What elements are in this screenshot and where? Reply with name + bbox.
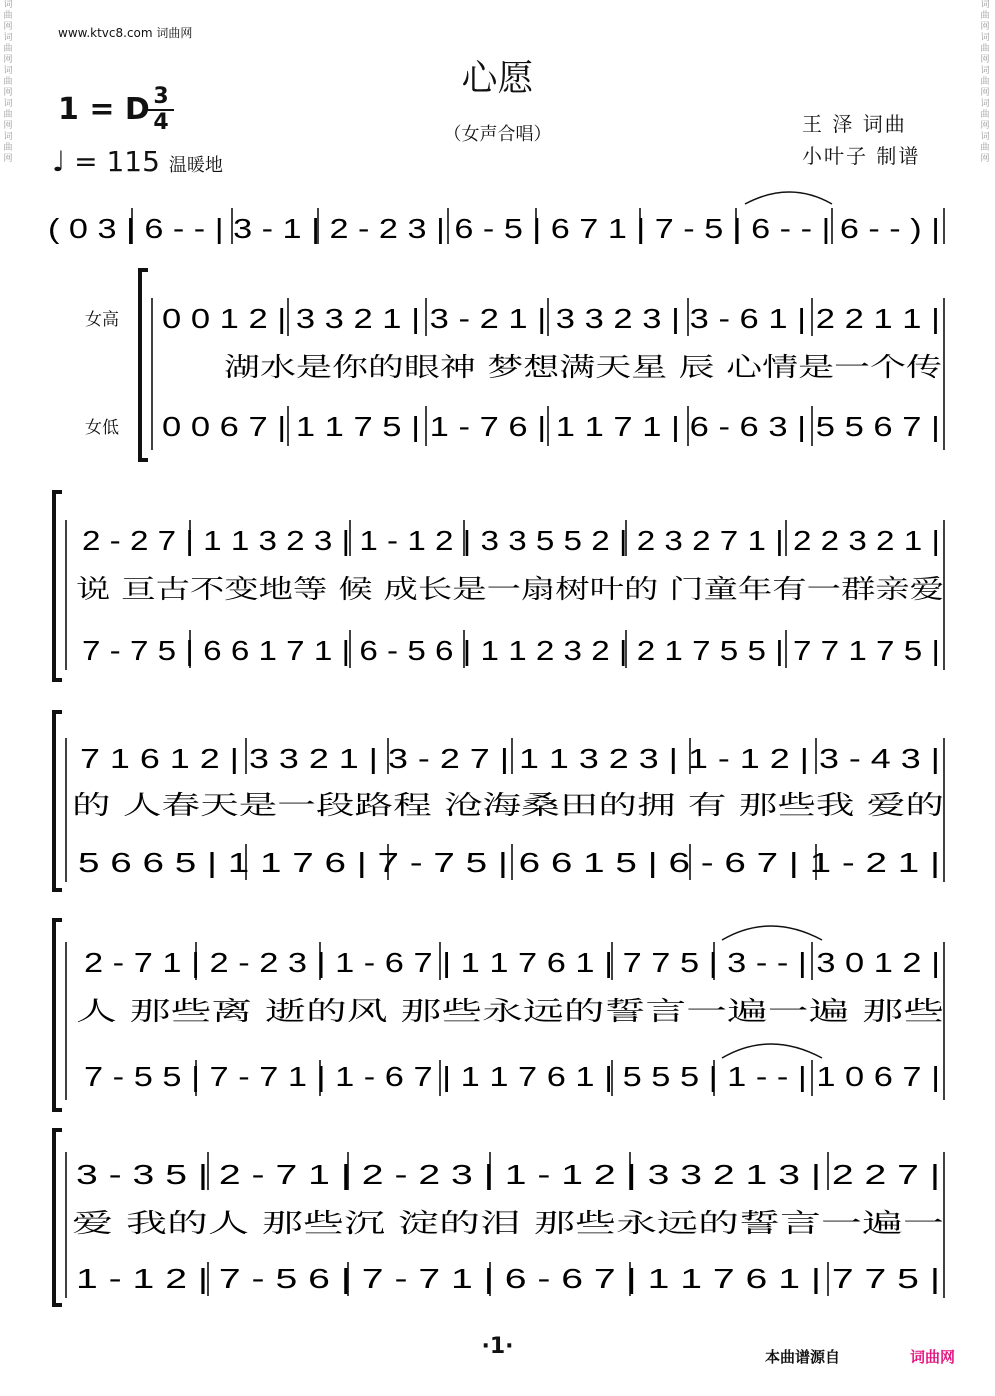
system-2-upper: 2 - 2 7 | 1 1 3 2 3 | 1 - 1 2 | 3 3 5 5 2 | 2 3 2 7 1 | 2 2 3 2 1 | (82, 525, 940, 556)
system-4-upper: 2 - 7 1 | 2 - 2 3 | 1 - 6 7 | 1 1 7 6 1 | 7 7 5 | 3 - - | 3 0 1 2 | (84, 947, 941, 978)
time-signature-top: 3 (153, 84, 169, 109)
tempo-value: = 115 (74, 145, 160, 178)
system-3-upper: 7 1 6 1 2 | 3 3 2 1 | 3 - 2 7 | 1 1 3 2 3 | 1 - 1 2 | 3 - 4 3 | (80, 743, 940, 774)
page-subtitle: （女声合唱） (443, 124, 552, 145)
footer-brand-link[interactable]: 词曲网 (910, 1348, 956, 1366)
system-3-lower: 5 6 6 5 | 1 1 7 6 | 7 - 7 5 | 6 6 1 5 | 6 - 6 7 | 1 - 2 1 | (78, 847, 940, 878)
expression-mark: 温暖地 (168, 155, 223, 176)
system-5-lower: 1 - 1 2 | 7 - 5 6 | 7 - 7 1 | 6 - 6 7 | 1 1 7 6 1 | 7 7 5 | (76, 1263, 940, 1294)
system-1-lyric: 湖水是你的眼神 梦想满天星 辰 心情是一个传 (224, 353, 942, 383)
side-watermark-right: 词曲网词曲网词曲网词曲网词曲网 (980, 0, 990, 164)
part-label-soprano: 女高 (85, 310, 119, 330)
system-2-lyric: 说 亘古不变地等 候 成长是一扇树叶的 门童年有一群亲爱 (76, 575, 944, 605)
credit-composer: 王 泽 词曲 (802, 112, 907, 136)
system-4-lower: 7 - 5 5 | 7 - 7 1 | 1 - 6 7 | 1 1 7 6 1 | 5 5 5 | 1 - - | 1 0 6 7 | (84, 1061, 941, 1092)
site-url: www.ktvc8.com 词曲网 (58, 26, 193, 40)
page-title: 心愿 (461, 58, 534, 99)
system-1-upper: 0 0 1 2 | 3 3 2 1 | 3 - 2 1 | 3 3 2 3 | 3 - 6 1 | 2 2 1 1 | (162, 303, 941, 334)
side-watermark-left: 词曲网词曲网词曲网词曲网词曲网 (3, 0, 13, 164)
system-4-lyric: 人 那些离 逝的风 那些永远的誓言一遍一遍 那些 (76, 997, 944, 1027)
page-number: ·1· (481, 1334, 514, 1359)
key-signature: 1 = D (58, 92, 150, 127)
system-2-lower: 7 - 7 5 | 6 6 1 7 1 | 6 - 5 6 | 1 1 2 3 2 | 2 1 7 5 5 | 7 7 1 7 5 | (82, 635, 940, 666)
system-1-lower: 0 0 6 7 | 1 1 7 5 | 1 - 7 6 | 1 1 7 1 | 6 - 6 3 | 5 5 6 7 | (162, 411, 941, 442)
system-5-lyric: 爱 我的人 那些沉 淀的泪 那些永远的誓言一遍一 (72, 1209, 944, 1239)
intro-line: ( 0 3 | 6 - - | 3 - 1 | 2 - 2 3 | 6 - 5 | 6 7 1 | 7 - 5 | 6 - - | 6 - - ) | (48, 213, 941, 244)
quarter-note-icon: ♩ (52, 145, 66, 178)
footer-source-text: 本曲谱源自 (765, 1348, 841, 1366)
system-5-upper: 3 - 3 5 | 2 - 7 1 | 2 - 2 3 | 1 - 1 2 | 3 3 2 1 3 | 2 2 7 | (76, 1159, 940, 1190)
credit-arranger: 小叶子 制谱 (802, 144, 921, 168)
system-3-lyric: 的 人春天是一段路程 沧海桑田的拥 有 那些我 爱的 (72, 791, 944, 821)
time-signature-bottom: 4 (153, 110, 169, 135)
part-label-alto: 女低 (85, 418, 119, 438)
